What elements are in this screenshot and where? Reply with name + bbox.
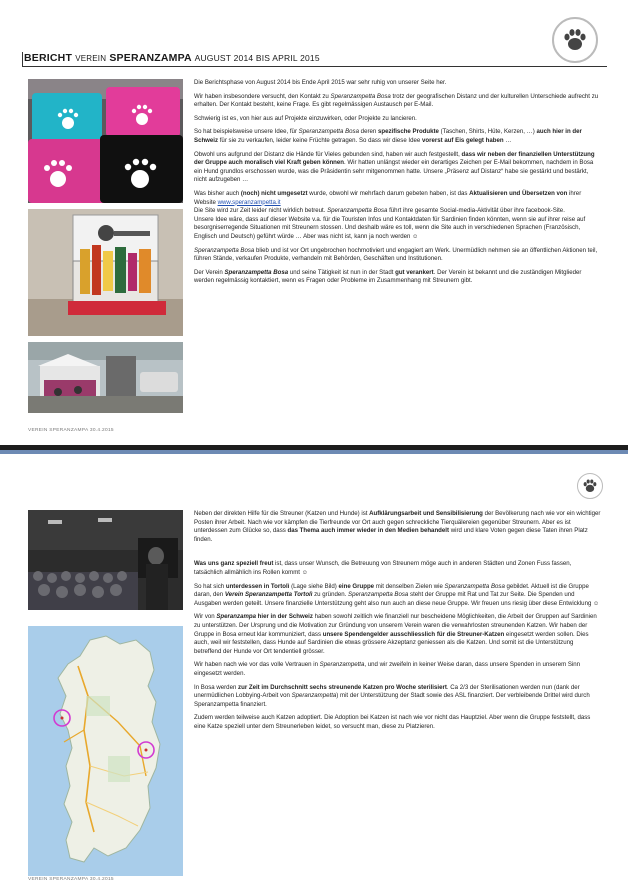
page1-paragraph: So hat beispielsweise unsere Idee, für Speranzampetta Bosa deren spezifische Produkte (Taschen, Shirts, Hüte, Kerzen, …) auch hier in der Schweiz für sie zu verkaufen, leider keine Früchte getragen. So dass wir diese Idee vorerst auf Eis gelegt haben …: [194, 128, 582, 144]
page1-paragraph: Obwohl uns aufgrund der Distanz die Hände für Vieles gebunden sind, haben wir auch festgestellt, dass wir neben der finanziellen Unterstützung der Gruppe auch moralisch viel Kraft geben können. Wir hatten unlängst wieder ein derartiges Zeichen per E-Mail bekommen, nachdem in Bosa ein Hund grundlos erschossen wurde, was die Präsidentin sehr mitgenommen hatte. Unsere „Präsenz auf Distanz“ habe sie gestärkt und bestärkt, nicht aufzugeben …: [194, 150, 595, 184]
page2-paragraph: Zudem werden teilweise auch Katzen adoptiert. Die Adoption bei Katzen ist nach wie vor nicht das Hauptziel. Aber wenn die Gruppe feststellt, dass eine Katze speziell unter dem Streunerleben leidet, so versucht man, diese zu Platzieren.: [194, 714, 591, 730]
page2-paragraph: So hat sich unterdessen in Tortolì (Lage siehe Bild) eine Gruppe mit denselben Zielen wie Speranzampetta Bosa gebildet. Aktuell ist die Gruppe daran, den Verein Speranzampetta Tortolì zu gründen. Speranzampetta Bosa steht der Gruppe mit Rat und Tat zur Seite. Die Spenden und Ausgaben werden geteilt. Unsere finanzielle Unterstützung geht also nun auch an diese neue Gruppe. Wir freuen uns riesig über diese Entwicklung ☺: [194, 582, 600, 607]
page1-paragraph: Was bisher auch (noch) nicht umgesetzt wurde, obwohl wir mehrfach darum gebeten haben, ist das Aktualisieren und Übersetzen von ihrer Website www.speranzampetta.it Die Site wird zur Zeit leider nicht wirklich betreut. Speranzampetta Bosa führt ihre gesamte Social-media-Aktivität über ihre facebook-Site. Unsere Idee wäre, dass auf dieser Website v.a. für die Touristen Infos und Kontaktdaten für Sardinien finden könnten, wenn sie auf ihrer reise auf besorgniserregende Situationen mit Streunern stossen. Und deshalb wäre es toll, wenn die Site auch in verschiedenen Sprachen (Französisch, Englisch und Deutsch) geführt würde … Aber was nicht ist, kann ja noch werden ☺: [194, 189, 586, 240]
page-title: [24, 52, 320, 64]
title-bold-2: SPERANZAMPA: [109, 52, 192, 64]
photo-presentation: [28, 510, 183, 610]
title-small-2: AUGUST 2014 BIS APRIL 2015: [194, 53, 320, 63]
page1-paragraph: Schwierig ist es, von hier aus auf Projekte einzuwirken, oder Projekte zu lancieren.: [194, 114, 417, 122]
page2-paragraph: Was uns ganz speziell freut ist, dass unser Wunsch, die Betreuung von Streunern möge auch in anderen Städten und Zonen Fuss fassen, tatsächlich allmählich ins Rollen kommt ☺: [194, 560, 572, 576]
page-separator-blue: [0, 450, 628, 454]
page2-paragraph: In Bosa werden zur Zeit im Durchschnitt sechs streunende Katzen pro Woche sterilisiert. Ca 2/3 der Sterilisationen werden nun (dank der unermüdlichen Lobbying-Arbeit von Speranzampetta) mit der Unterstützung der Stadt sowie des ASL finanziert. Der verbleibende Drittel wird durch Speranzampetta finanziert.: [194, 683, 590, 708]
page2-body: [194, 510, 601, 736]
title-rule: [22, 66, 607, 67]
page2-paragraph: Neben der direkten Hilfe für die Streuner (Katzen und Hunde) ist Aufklärungsarbeit und Sensibilisierung der Bevölkerung nach wie vor ein wichtiger Posten ihrer Arbeit. Nach wie vor kämpfen die Tierfreunde vor Ort auch gegen schreckliche Tierquälereien gegenüber Streunern. Aber es ist unterdessen zum Glücke so, dass das Thema auch immer wieder in den Medien behandelt wird und klare Voten gegen diese Taten ihren Platz finden.: [194, 510, 601, 543]
page1-paragraph: Der Verein Speranzampetta Bosa und seine Tätigkeit ist nun in der Stadt gut verankert. Der Verein ist bekannt und die zuständigen Mitglieder werden regelmässig kontaktiert, wenn es Fragen oder Probleme im Zusammenhang mit Streunern gibt.: [194, 268, 582, 285]
page1-paragraph: Die Berichtsphase von August 2014 bis Ende April 2015 war sehr ruhig von unserer Seite her.: [194, 79, 447, 86]
page2-paragraph: Wir haben nach wie vor das volle Vertrauen in Speranzampetta, und wir zweifeln in keiner Weise daran, dass unsere Spenden in unserem Sinn eingesetzt werden.: [194, 661, 581, 677]
photo-donation-box: [28, 209, 183, 336]
page1-paragraph: Wir haben insbesondere versucht, den Kontakt zu Speranzampetta Bosa trotz der geografischen Distanz und der kulturellen Unterschiede aufrecht zu erhalten. Der Kontakt besteht, keine Frage. Es gibt regelmässigen Austausch per E-Mail.: [194, 92, 599, 109]
page1-footer: VEREIN SPERANZAMPA 30.4.2015: [28, 428, 114, 433]
title-small-1: VEREIN: [75, 54, 107, 63]
page1-body: [194, 79, 601, 291]
page2-footer: VEREIN SPERANZAMPA 30.4.2015: [28, 877, 114, 882]
paw-logo-icon: [552, 17, 598, 63]
paw-logo-icon-small: [577, 473, 603, 499]
title-bold-1: BERICHT: [24, 52, 73, 64]
photo-bags-shirts: [28, 79, 183, 203]
photo-info-stand: [28, 342, 183, 413]
page1-paragraph: Speranzampetta Bosa blieb und ist vor Ort ungebrochen hochmotiviert und engagiert am Werk. Unermüdlich nehmen sie an öffentlichen Aktionen teil, führen Stände, verkaufen Produkte, verhandeln mit Behörden, Geschäften und Institutionen.: [194, 246, 598, 263]
title-tick: [22, 52, 23, 67]
page2-paragraph: Wir von Speranzampa hier in der Schweiz haben sowohl zeitlich wie finanziell nur bescheidene Möglichkeiten, die Arbeit der Gruppen auf Sardinien zu unterstützen. Der Ursprung und die Motivation zur Gründung von unserem Verein waren die verwahrlosten streunenden Katzen. Wir haben der Gruppe in Bosa erneut klar kommuniziert, dass unsere Spendengelder ausschliesslich für die Streuner-Katzen eingesetzt werden sollen. Dies auch, weil wir feststellen, dass Hunde auf Sardinien die etwas grössere Akzeptanz geniessen als die Katzen. Und somit ist die Unterstützung betreffend der Hunde vor Ort tendentiell grösser.: [194, 613, 597, 655]
map-sardinia: [28, 626, 183, 876]
